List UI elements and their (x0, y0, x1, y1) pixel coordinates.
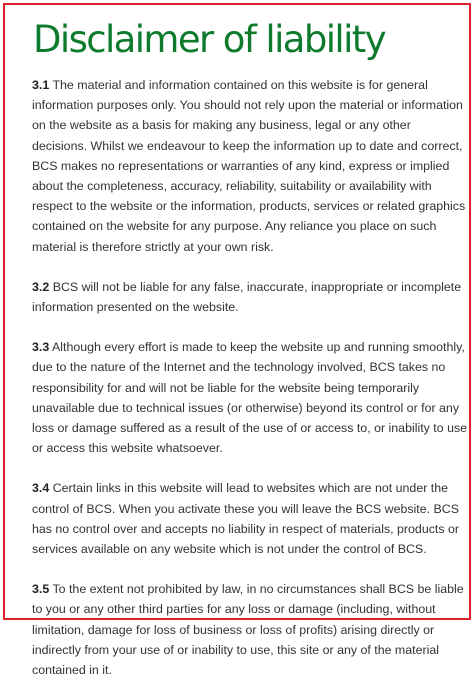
clause-text: Although every effort is made to keep the website up and running smoothly, due to the nature of the Internet and the technology involved, BCS takes no responsibility for and will not be liable for the website being temporarily unavailable due to technical issues (or otherwise) beyond its control or for any loss or damage suffered as a result of the use of or access to, or inability to use or access this website whatsoever. (32, 340, 468, 456)
clause-text: BCS will not be liable for any false, inaccurate, inappropriate or incomplete information presented on the website. (32, 279, 462, 315)
clause-number: 3.4 (32, 481, 50, 496)
clause-3-2 (32, 277, 468, 317)
clause-text: Certain links in this website will lead to websites which are not under the control of BCS. When you activate these you will leave the BCS website. BCS has no control over and accepts no liability in respect of materials, products or services available on any website which is not under the control of BCS. (32, 481, 460, 557)
clause-3-3 (32, 337, 468, 458)
clause-number: 3.3 (32, 340, 50, 355)
clause-3-5 (32, 579, 468, 680)
clause-number: 3.5 (32, 582, 50, 597)
clause-number: 3.1 (32, 78, 50, 92)
disclaimer-panel (3, 3, 471, 678)
clause-text: The material and information contained on this website is for general information purposes only. You should not rely upon the material or information on the website as a basis for making any business, legal or any other decisions. Whilst we endeavour to keep the information up to date and correct, BCS makes no representations or warranties of any kind, express or implied about the completeness, accuracy, reliability, suitability or availability with respect to the website or the information, products, services or related graphics contained on the website for any purpose. Any reliance you place on such material is therefore strictly at your own risk. (32, 78, 466, 254)
clause-3-4 (32, 478, 468, 559)
page-title: Disclaimer of liability (33, 18, 385, 61)
clause-3-1 (32, 75, 468, 257)
clause-number: 3.2 (32, 279, 50, 294)
clause-text: To the extent not prohibited by law, in no circumstances shall BCS be liable to you or any other third parties for any loss or damage (including, without limitation, damage for loss of business or loss of profits) arising directly or indirectly from your use of or inability to use, this site or any of the material contained in it. (32, 582, 464, 678)
clause-list (32, 75, 468, 680)
